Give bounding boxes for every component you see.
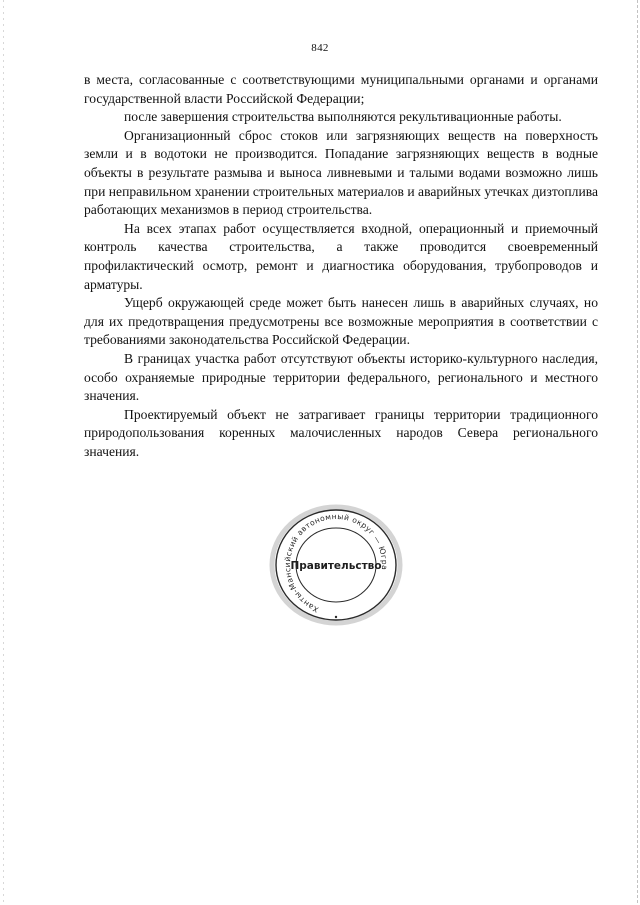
- paragraph: после завершения строительства выполняются рекультивационные работы.: [124, 109, 562, 125]
- scan-edge-right: [637, 0, 638, 905]
- page-number: 842: [311, 42, 329, 54]
- paragraph: В границах участка работ отсутствуют объекты историко-культурного наследия, особо охраняемые природные территории федерального, регионального и местного значения.: [84, 350, 598, 404]
- paragraph: Организационный сброс стоков или загрязняющих веществ на поверхность земли и в водотоки не производится. Попадание загрязняющих веществ в водные объекты в результате размыва и выноса ливневыми и талыми водами возможно лишь при неправильном хранении строительных материалов и аварийных утечках дизтоплива работающих механизмов в период строительства.: [84, 127, 598, 218]
- paragraph: Ущерб окружающей среде может быть нанесен лишь в аварийных случаях, но для их предотвращения предусмотрены все возможные мероприятия в соответствии с требованиями законодательства Российской Федерации.: [84, 295, 598, 348]
- seal-dot: [335, 616, 337, 618]
- scan-edge-left: [3, 0, 4, 905]
- paragraph: На всех этапах работ осуществляется входной, операционный и приемочный контроль качества строительства, а также проводится своевременный профилактический осмотр, ремонт и диагностика оборудования, трубопроводов и арматуры.: [84, 220, 598, 292]
- official-seal: [268, 503, 404, 627]
- seal-center-text: Правительство: [290, 560, 382, 572]
- seal-graphic: [268, 503, 404, 627]
- seal-ring-text: Ханты-Мансийский автономный округ — Югра: [282, 511, 390, 615]
- paragraph: в места, согласованные с соответствующими муниципальными органами и органами государственной власти Российской Федерации;: [84, 72, 598, 106]
- paragraph: Проектируемый объект не затрагивает границы территории традиционного природопользования коренных малочисленных народов Севера регионального значения.: [84, 406, 598, 459]
- document-body: [84, 71, 598, 461]
